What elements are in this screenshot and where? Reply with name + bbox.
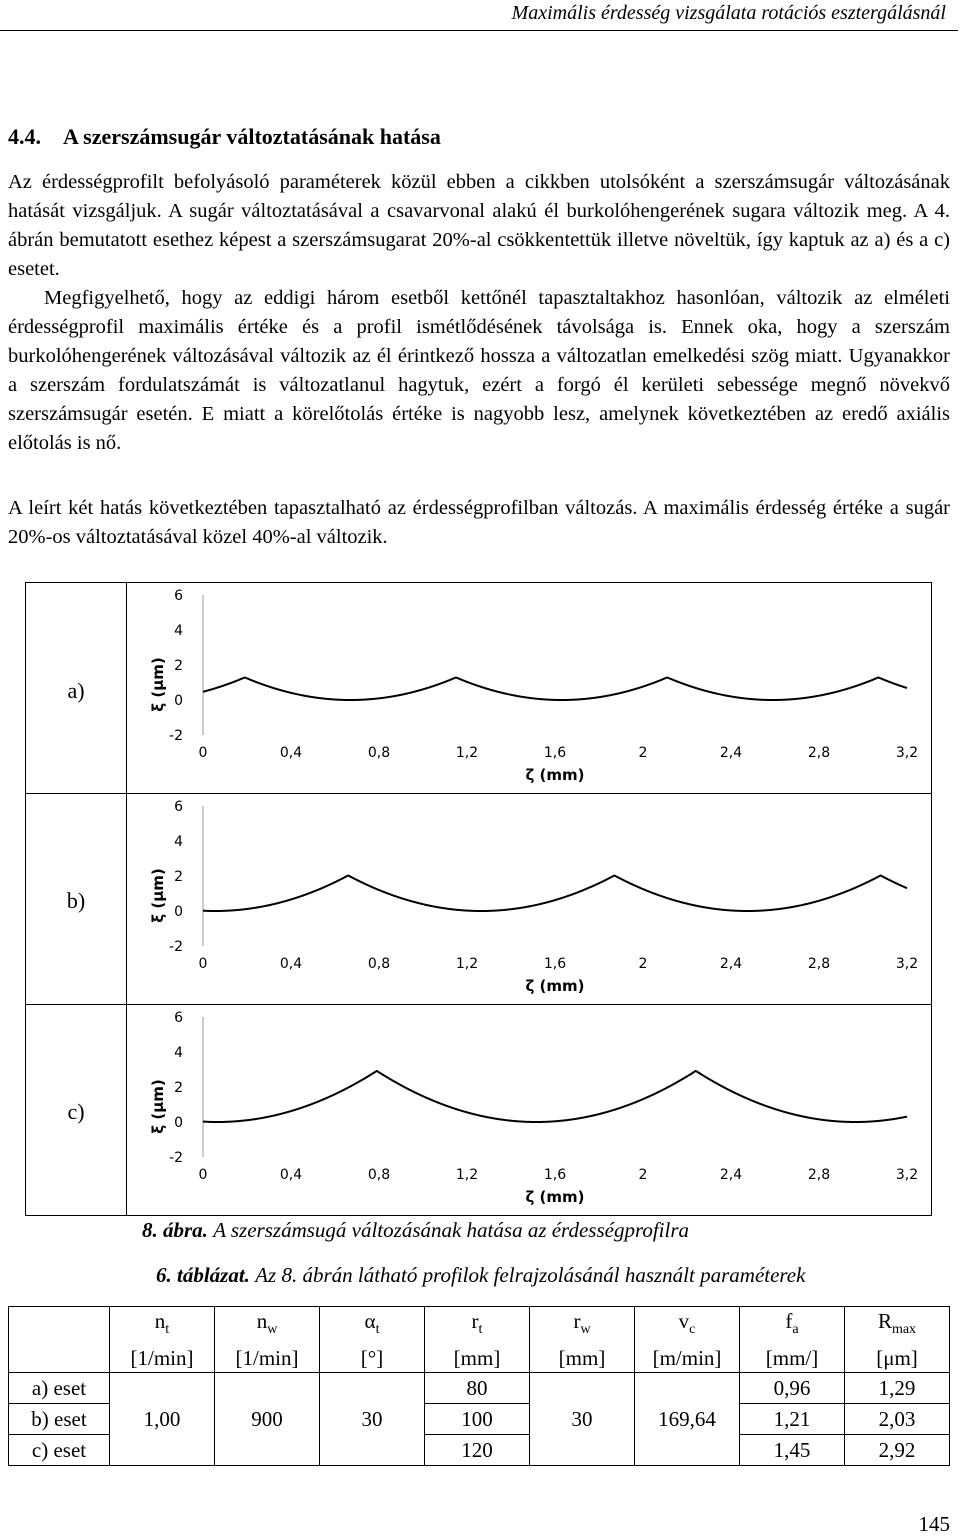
rw-value: 30: [530, 1373, 635, 1466]
paragraph-3: A leírt két hatás következtében tapasztalható az érdességprofilban változás. A maximális érdesség értéke a sugár 20%-os változtatásával közel 40%-al változik.: [8, 497, 950, 548]
table-header-cell: $\alpha_t$ [°]: [320, 1307, 425, 1373]
rmax-value: 2,03: [845, 1404, 950, 1435]
rmax-value: 1,29: [845, 1373, 950, 1404]
fa-value: 0,96: [740, 1373, 845, 1404]
y-tick-label: 4: [174, 834, 183, 850]
rt-value: 120: [425, 1435, 530, 1466]
figure-8: [25, 582, 932, 1216]
figure-caption: [142, 1218, 689, 1243]
y-tick-label: 0: [174, 904, 183, 920]
header-title: Maximális érdesség vizsgálata rotációs esztergálásnál: [511, 2, 946, 24]
table-header-cell: $n_t$ [1/min]: [110, 1307, 215, 1373]
table-header-cell: $R_{max}$ [μm]: [845, 1307, 950, 1373]
x-tick-label: 0,8: [367, 1167, 391, 1183]
y-axis-label: ξ (μm): [149, 657, 167, 712]
table-header-row: [9, 1307, 950, 1373]
profile-line: [203, 677, 907, 700]
chart-svg: [128, 1005, 931, 1215]
y-axis-label: ξ (μm): [149, 868, 167, 923]
page-number: 145: [918, 1512, 950, 1536]
table-header-cell: $v_c$ [m/min]: [635, 1307, 740, 1373]
table-header-cell: $r_t$ [mm]: [425, 1307, 530, 1373]
y-tick-label: 0: [174, 1115, 183, 1131]
y-tick-label: 6: [174, 588, 183, 604]
table-corner-cell: [9, 1307, 110, 1373]
x-tick-label: 2,4: [719, 956, 743, 972]
row-label: a) eset: [9, 1373, 110, 1404]
y-tick-label: 6: [174, 1010, 183, 1026]
table-row: [9, 1373, 950, 1404]
panel-label-c: c): [67, 1099, 85, 1124]
nt-value: 1,00: [110, 1373, 215, 1466]
fa-value: 1,21: [740, 1404, 845, 1435]
table-header-cell: $n_w$ [1/min]: [215, 1307, 320, 1373]
y-tick-label: 6: [174, 799, 183, 815]
x-tick-label: 2,8: [807, 745, 831, 761]
panel-label-a: a): [67, 678, 85, 703]
y-axis-label: ξ (μm): [149, 1079, 167, 1134]
profile-line: [203, 875, 907, 911]
x-tick-label: 2: [638, 1167, 648, 1183]
x-tick-label: 2,4: [719, 1167, 743, 1183]
table-header-cell: $r_w$ [mm]: [530, 1307, 635, 1373]
x-tick-label: 0: [198, 1167, 208, 1183]
rt-value: 80: [425, 1373, 530, 1404]
x-tick-label: 2: [638, 956, 648, 972]
x-tick-label: 2: [638, 745, 648, 761]
section-title: A szerszámsugár változtatásának hatása: [63, 124, 441, 149]
y-tick-label: -2: [169, 939, 183, 955]
profile-line: [203, 1071, 907, 1122]
fa-value: 1,45: [740, 1435, 845, 1466]
x-tick-label: 3,2: [895, 1167, 919, 1183]
section-heading: [8, 124, 441, 150]
rt-value: 100: [425, 1404, 530, 1435]
x-tick-label: 0,8: [367, 956, 391, 972]
vc-value: 169,64: [635, 1373, 740, 1466]
y-tick-label: 2: [174, 658, 183, 674]
alpha-value: 30: [320, 1373, 425, 1466]
y-tick-label: -2: [169, 728, 183, 744]
chart-panel-a: [128, 583, 931, 793]
x-tick-label: 0,4: [279, 956, 303, 972]
row-label: b) eset: [9, 1404, 110, 1435]
x-tick-label: 0,8: [367, 745, 391, 761]
x-tick-label: 1,2: [455, 1167, 479, 1183]
chart-svg: [128, 583, 931, 793]
x-axis-label: ζ (mm): [525, 1188, 585, 1206]
running-header: [0, 0, 958, 31]
x-tick-label: 1,6: [543, 745, 567, 761]
y-tick-label: 2: [174, 1080, 183, 1096]
x-tick-label: 2,8: [807, 956, 831, 972]
paragraph-1: Az érdességprofilt befolyásoló paraméterek közül ebben a cikkben utolsóként a szerszámsugár változásának hatását vizsgáljuk. A sugár változtatásával a csavarvonal alakú él burkolóhengerének sugara változik meg. A 4. ábrán bemutatott esethez képest a szerszámsugarat 20%-al csökkentettük illetve növeltük, így kaptuk az a) és a c) esetet.: [8, 171, 950, 280]
x-tick-label: 1,2: [455, 956, 479, 972]
x-tick-label: 2,4: [719, 745, 743, 761]
rmax-value: 2,92: [845, 1435, 950, 1466]
y-tick-label: -2: [169, 1150, 183, 1166]
x-axis-label: ζ (mm): [525, 977, 585, 995]
nw-value: 900: [215, 1373, 320, 1466]
table-number: 6. táblázat.: [156, 1263, 250, 1287]
chart-panel-b: [128, 794, 931, 1004]
x-tick-label: 2,8: [807, 1167, 831, 1183]
chart-panel-c: [128, 1005, 931, 1215]
panel-label-b: b): [66, 888, 86, 913]
x-tick-label: 3,2: [895, 745, 919, 761]
parameter-table: [8, 1306, 950, 1466]
paragraph-2: Megfigyelhető, hogy az eddigi három esetből kettőnél tapasztaltakhoz hasonlóan, változik az elméleti érdességprofil maximális értéke és a profil ismétlődésének távolsága is. Ennek oka, hogy a szerszám burkolóhengerének változásával változik az él érintkező hossza a változatlan emelkedési szög miatt. Ugyanakkor a szerszám fordulatszámát is változatlanul hagytuk, ezért a forgó él kerületi sebessége megnő növekvő szerszámsugár esetén. E miatt a körelőtolás értéke is nagyobb lesz, amelynek következtében az eredő axiális előtolás is nő.: [8, 287, 950, 454]
figure-number: 8. ábra.: [142, 1218, 208, 1242]
y-tick-label: 2: [174, 869, 183, 885]
figure-caption-text: A szerszámsugá változásának hatása az érdességprofilra: [213, 1218, 690, 1242]
y-tick-label: 4: [174, 623, 183, 639]
x-tick-label: 1,6: [543, 1167, 567, 1183]
section-number: 4.4.: [8, 124, 41, 149]
row-label: c) eset: [9, 1435, 110, 1466]
x-tick-label: 1,6: [543, 956, 567, 972]
x-tick-label: 0: [198, 745, 208, 761]
chart-svg: [128, 794, 931, 1004]
y-tick-label: 0: [174, 693, 183, 709]
x-tick-label: 0,4: [279, 745, 303, 761]
x-axis-label: ζ (mm): [525, 766, 585, 784]
table-header-cell: $f_a$ [mm/]: [740, 1307, 845, 1373]
y-tick-label: 4: [174, 1045, 183, 1061]
x-tick-label: 1,2: [455, 745, 479, 761]
table-caption-text: Az 8. ábrán látható profilok felrajzolásánál használt paraméterek: [255, 1263, 806, 1287]
x-tick-label: 0: [198, 956, 208, 972]
x-tick-label: 0,4: [279, 1167, 303, 1183]
x-tick-label: 3,2: [895, 956, 919, 972]
table-caption: [156, 1263, 805, 1288]
